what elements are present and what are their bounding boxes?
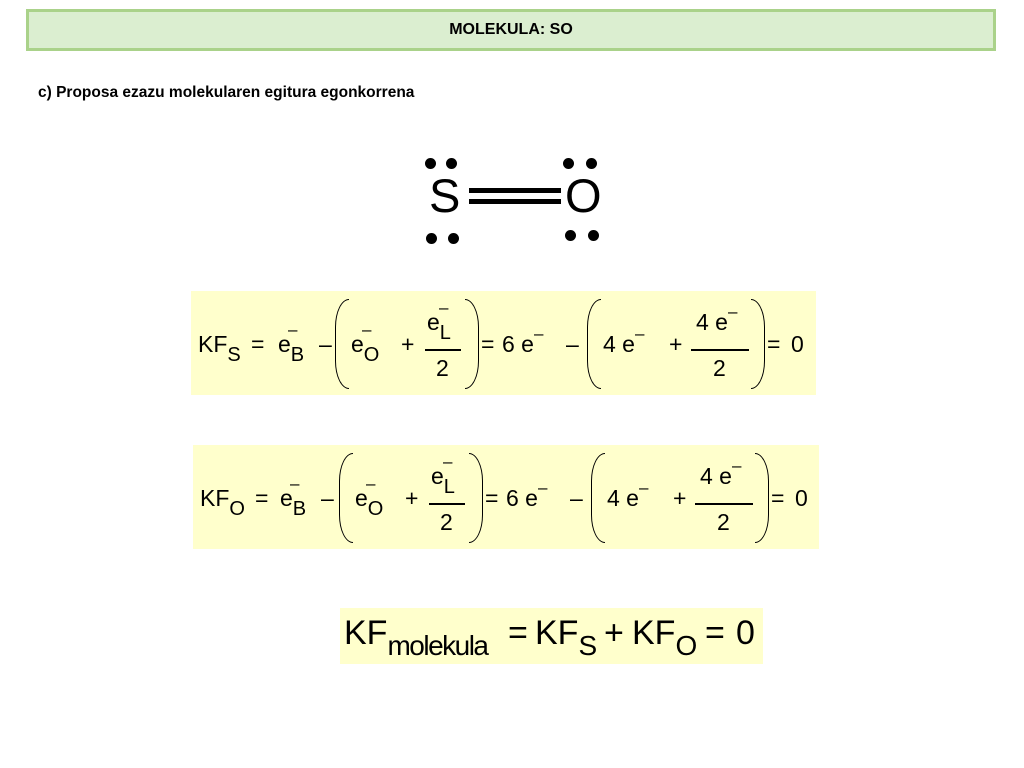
lone-pair-dot [565, 230, 576, 241]
numerator: 4 e– [696, 302, 738, 335]
left-paren [591, 453, 605, 543]
left-paren [335, 299, 349, 389]
plus-sign: + [604, 614, 624, 652]
minus-sign: – [321, 485, 334, 511]
lone-pair-dot [446, 158, 457, 169]
four-electrons-term: 4 e– [603, 324, 645, 357]
oxygen-atom: O [565, 169, 602, 222]
minus-sign: – [319, 331, 332, 357]
lone-electrons-term: eL – [431, 452, 455, 498]
bonding-electrons-term: eB – [280, 474, 307, 520]
equals-sign: = [771, 485, 785, 511]
right-paren [755, 453, 769, 543]
plus-sign: + [405, 485, 419, 511]
equals-sign: = [255, 485, 269, 511]
page-title: MOLEKULA: SO [449, 21, 573, 38]
equals-sign: = [485, 485, 499, 511]
equals-sign: = [251, 331, 265, 357]
equals-sign: = [508, 614, 528, 652]
right-paren [751, 299, 765, 389]
question-prompt: c) Proposa ezazu molekularen egitura egonkorrena [38, 84, 415, 101]
formal-charge-equation-s [191, 291, 816, 395]
sulfur-atom: S [429, 169, 461, 222]
lone-pair-dot [563, 158, 574, 169]
result-value: 0 [791, 331, 804, 357]
denominator: 2 [713, 355, 726, 381]
kf-o-term: $KF_O$ [632, 614, 698, 661]
formal-charge-equation-o [193, 445, 819, 549]
kf-symbol: KFS [198, 331, 241, 366]
fraction-bar [691, 349, 749, 351]
plus-sign: + [673, 485, 687, 511]
kf-symbol: KFO [200, 485, 245, 520]
numerator: 4 e– [700, 456, 742, 489]
denominator: 2 [717, 509, 730, 535]
minus-sign: – [566, 331, 579, 357]
plus-sign: + [401, 331, 415, 357]
lone-pair-dot [448, 233, 459, 244]
left-paren [339, 453, 353, 543]
denominator: 2 [440, 509, 453, 535]
right-paren [465, 299, 479, 389]
equals-sign: = [767, 331, 781, 357]
plus-sign: + [669, 331, 683, 357]
valence-electrons-term: eO – [351, 320, 380, 366]
molecule-formal-charge-equation [340, 608, 763, 664]
valence-electrons-term: eO – [355, 474, 384, 520]
fraction-bar [425, 349, 461, 351]
denominator: 2 [436, 355, 449, 381]
fraction-bar [695, 503, 753, 505]
lewis-structure [415, 150, 615, 250]
equals-sign: = [481, 331, 495, 357]
left-paren [587, 299, 601, 389]
result-value: 0 [736, 614, 755, 652]
six-electrons-term: 6 e– [502, 324, 544, 357]
lone-pair-dot [588, 230, 599, 241]
lone-pair-dot [586, 158, 597, 169]
six-electrons-term: 6 e– [506, 478, 548, 511]
result-value: 0 [795, 485, 808, 511]
double-bond-line [469, 188, 561, 193]
kf-molecule-symbol: $KF_{molekula}$ [344, 614, 488, 661]
right-paren [469, 453, 483, 543]
kf-s-term: $KF_S$ [535, 614, 598, 661]
bonding-electrons-term: eB – [278, 320, 305, 366]
equals-sign: = [705, 614, 725, 652]
lone-pair-dot [425, 158, 436, 169]
lone-pair-dot [426, 233, 437, 244]
double-bond-line [469, 199, 561, 204]
four-electrons-term: 4 e– [607, 478, 649, 511]
lone-electrons-term: eL – [427, 298, 451, 344]
minus-sign: – [570, 485, 583, 511]
fraction-bar [429, 503, 465, 505]
title-bar [26, 9, 996, 51]
